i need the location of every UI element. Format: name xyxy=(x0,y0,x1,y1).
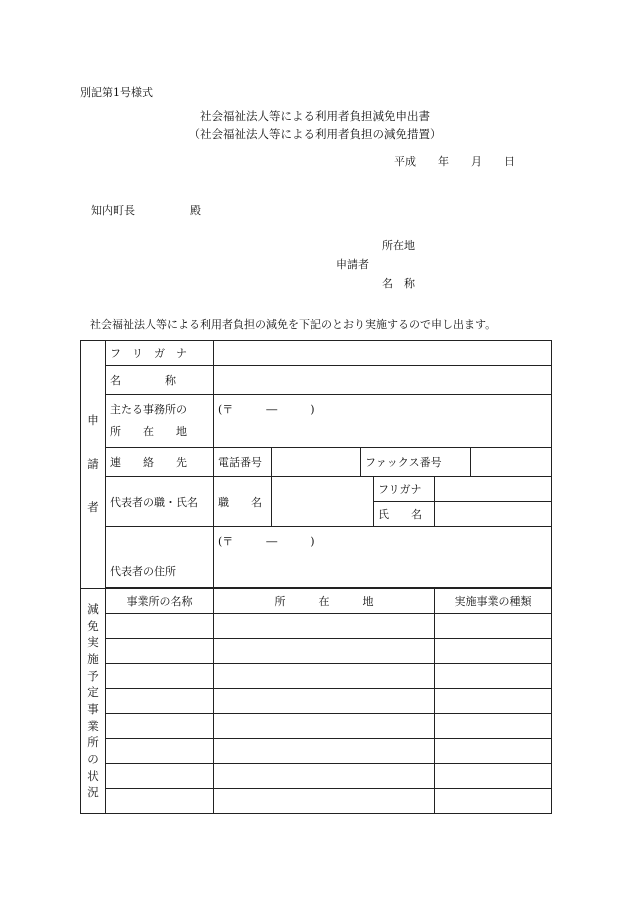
location-cell[interactable] xyxy=(214,639,435,664)
statement: 社会福祉法人等による利用者負担の減免を下記のとおり実施するので申し出ます。 xyxy=(90,318,497,331)
rep-name-label: 氏 名 xyxy=(374,502,435,527)
main-office-line1: 主たる事務所の xyxy=(110,403,187,416)
service-type-cell[interactable] xyxy=(435,714,552,739)
application-table xyxy=(80,340,552,814)
rep-name-field[interactable] xyxy=(435,502,552,527)
location-cell[interactable] xyxy=(214,739,435,764)
office-name-cell[interactable] xyxy=(106,664,214,689)
col-location: 所 在 地 xyxy=(214,589,435,614)
name-field[interactable] xyxy=(214,366,552,395)
location-cell[interactable] xyxy=(214,714,435,739)
rep-furigana-label: フリガナ xyxy=(374,477,435,502)
office-name-cell[interactable] xyxy=(106,639,214,664)
service-type-cell[interactable] xyxy=(435,789,552,814)
furigana-label: フ リ ガ ナ xyxy=(106,341,214,366)
contact-label: 連 絡 先 xyxy=(106,448,214,477)
furigana-field[interactable] xyxy=(214,341,552,366)
applicant-label: 申請者 xyxy=(336,258,369,271)
rep-address-label: 代表者の住所 xyxy=(106,527,214,588)
addressee: 知内町長 殿 xyxy=(91,204,201,217)
col-office-name: 事業所の名称 xyxy=(106,589,214,614)
main-office-field[interactable] xyxy=(214,395,552,448)
applicant-section-label: 申 請 者 xyxy=(81,341,106,589)
location-cell[interactable] xyxy=(214,689,435,714)
main-office-line2: 所 在 地 xyxy=(110,425,187,438)
form-number: 別記第1号様式 xyxy=(80,86,153,99)
office-name-cell[interactable] xyxy=(106,789,214,814)
rep-title-name-label: 代表者の職・氏名 xyxy=(106,477,214,527)
exemption-section-label: 減 免 実 施 予 定 事 業 所 の 状 況 xyxy=(81,589,106,814)
postal-code-placeholder: (〒 ― ) xyxy=(218,403,315,416)
document-subtitle: （社会福祉法人等による利用者負担の減免措置） xyxy=(188,127,442,141)
fax-label: ファックス番号 xyxy=(361,448,471,477)
applicant-name-label: 名 称 xyxy=(382,277,415,290)
position-label: 職 名 xyxy=(214,477,272,527)
phone-label: 電話番号 xyxy=(214,448,272,477)
location-cell[interactable] xyxy=(214,614,435,639)
service-type-cell[interactable] xyxy=(435,614,552,639)
location-cell[interactable] xyxy=(214,789,435,814)
location-cell[interactable] xyxy=(214,764,435,789)
office-name-cell[interactable] xyxy=(106,689,214,714)
location-cell[interactable] xyxy=(214,664,435,689)
fax-field[interactable] xyxy=(471,448,552,477)
office-name-cell[interactable] xyxy=(106,614,214,639)
phone-field[interactable] xyxy=(272,448,361,477)
date-line: 平成 年 月 日 xyxy=(394,155,515,168)
rep-postal-placeholder: (〒 ― ) xyxy=(218,535,315,548)
applicant-address-label: 所在地 xyxy=(382,239,415,252)
office-name-cell[interactable] xyxy=(106,764,214,789)
office-name-cell[interactable] xyxy=(106,739,214,764)
service-type-cell[interactable] xyxy=(435,664,552,689)
rep-address-field[interactable] xyxy=(214,527,552,588)
col-service-type: 実施事業の種類 xyxy=(435,589,552,614)
office-name-cell[interactable] xyxy=(106,714,214,739)
rep-furigana-field[interactable] xyxy=(435,477,552,502)
position-field[interactable] xyxy=(272,477,374,527)
service-type-cell[interactable] xyxy=(435,764,552,789)
name-label: 名 称 xyxy=(106,366,214,395)
service-type-cell[interactable] xyxy=(435,739,552,764)
service-type-cell[interactable] xyxy=(435,689,552,714)
main-office-label xyxy=(106,395,214,448)
document-title: 社会福祉法人等による利用者負担減免申出書 xyxy=(200,109,430,123)
service-type-cell[interactable] xyxy=(435,639,552,664)
